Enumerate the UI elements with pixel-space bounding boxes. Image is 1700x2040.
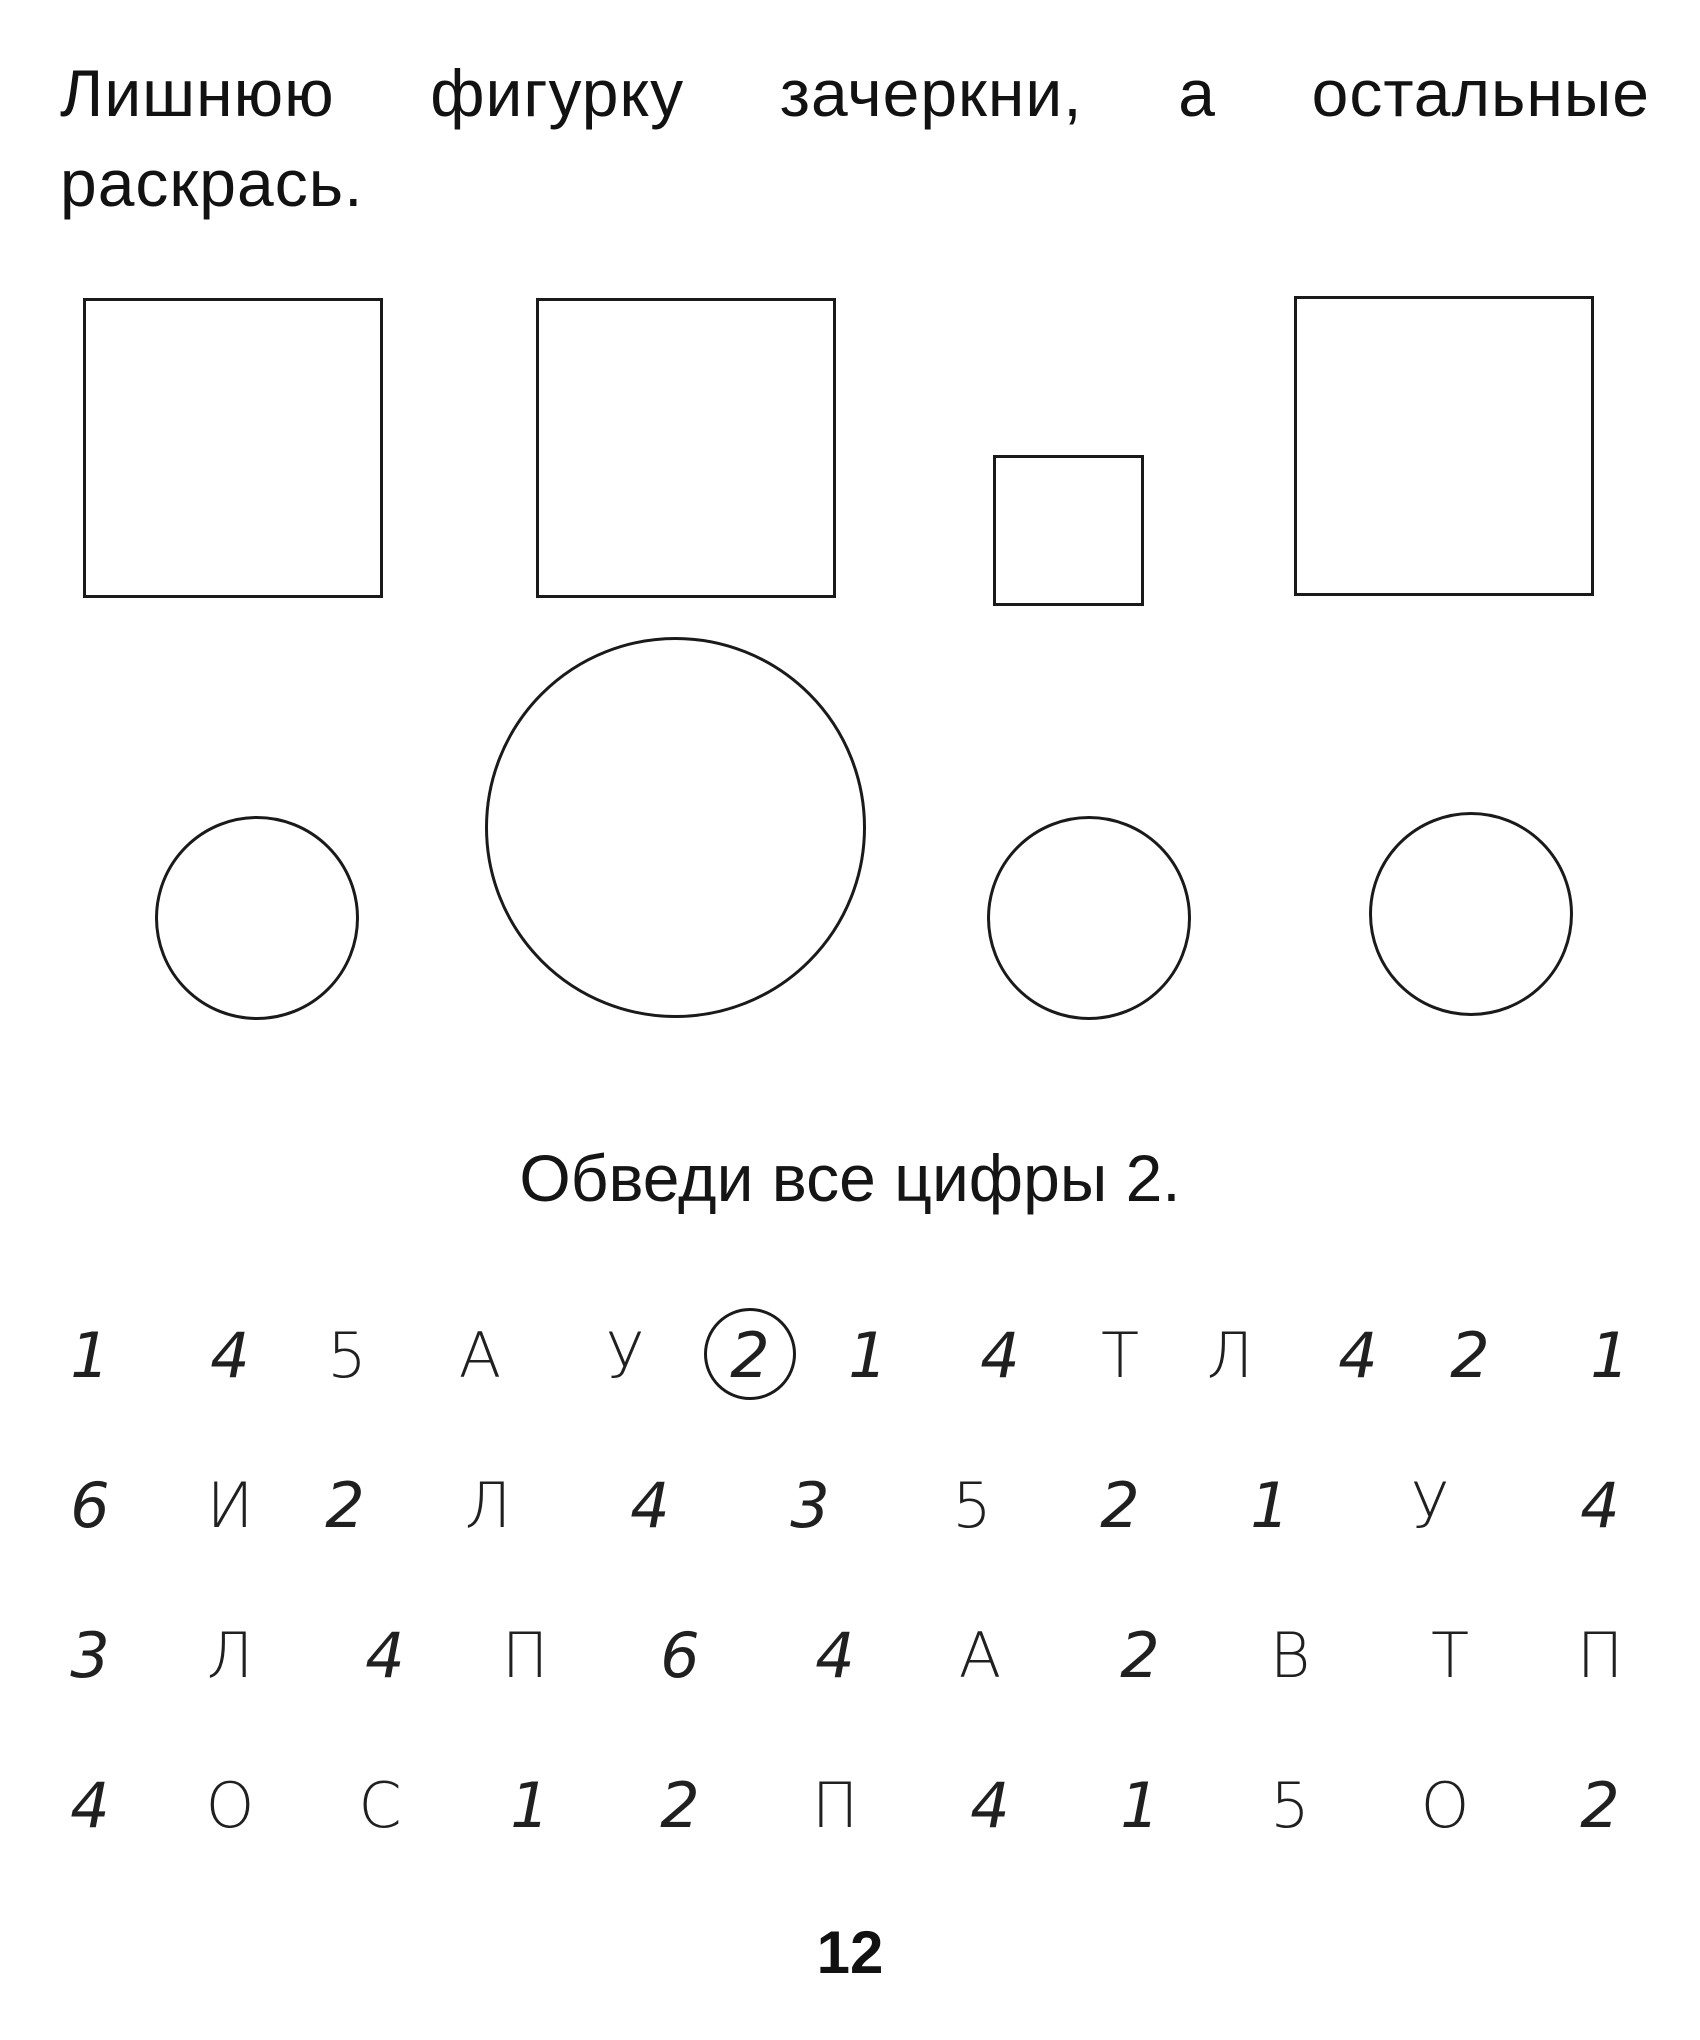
task-1-instruction: Лишнюю фигурку зачеркни, а остальные раскрась. <box>60 56 1650 220</box>
character-cell: П <box>501 1618 549 1692</box>
character-cell: 2 <box>325 1468 365 1542</box>
character-cell: 1 <box>510 1768 550 1842</box>
square-small-odd <box>993 455 1144 606</box>
character-cell: 4 <box>970 1768 1010 1842</box>
character-cell: 1 <box>1250 1468 1290 1542</box>
character-cell: 1 <box>1590 1318 1630 1392</box>
circle-4 <box>1369 812 1573 1016</box>
character-cell: 4 <box>1338 1318 1378 1392</box>
character-cell: 4 <box>70 1768 110 1842</box>
character-cell: В <box>1269 1618 1311 1692</box>
circle-1 <box>155 816 359 1020</box>
character-cell: 2 <box>1450 1318 1490 1392</box>
character-cell: Л <box>206 1618 254 1692</box>
character-cell: П <box>811 1768 859 1842</box>
character-cell: О <box>1420 1768 1470 1842</box>
character-cell: 5 <box>327 1318 367 1392</box>
circle-3 <box>987 816 1191 1020</box>
square-1 <box>83 298 383 598</box>
character-row-2 <box>40 1460 1680 1550</box>
character-cell: У <box>606 1318 644 1392</box>
character-cell: 5 <box>1270 1768 1310 1842</box>
character-cell: 4 <box>815 1618 855 1692</box>
character-cell: 1 <box>70 1318 110 1392</box>
character-cell: 6 <box>70 1468 110 1542</box>
character-row-1 <box>40 1310 1680 1400</box>
character-cell: 2 <box>660 1768 700 1842</box>
page-number: 12 <box>816 1919 884 1986</box>
character-row-4 <box>40 1760 1680 1850</box>
character-cell: 5 <box>952 1468 992 1542</box>
character-grid <box>40 1310 1680 1920</box>
character-cell: 4 <box>630 1468 670 1542</box>
character-cell: Т <box>1431 1618 1469 1692</box>
character-cell: А <box>958 1618 1002 1692</box>
character-cell: 6 <box>660 1618 700 1692</box>
character-cell: 1 <box>1120 1768 1160 1842</box>
character-cell: Л <box>1206 1318 1254 1392</box>
character-cell: 4 <box>1580 1468 1620 1542</box>
circle-large-odd <box>485 637 866 1018</box>
character-cell: 3 <box>790 1468 830 1542</box>
circled-digit-example: 2 <box>700 1310 800 1400</box>
task-2-instruction: Обведи все цифры 2. <box>519 1141 1181 1215</box>
character-cell: 2 <box>1580 1768 1620 1842</box>
character-cell: 4 <box>365 1618 405 1692</box>
square-4 <box>1294 296 1594 596</box>
character-cell: Т <box>1101 1318 1139 1392</box>
square-2 <box>536 298 836 598</box>
character-cell: У <box>1411 1468 1449 1542</box>
character-cell: 4 <box>980 1318 1020 1392</box>
character-cell: 4 <box>210 1318 250 1392</box>
character-cell: 2 <box>1120 1618 1160 1692</box>
character-cell: 1 <box>848 1318 888 1392</box>
character-cell: Л <box>464 1468 512 1542</box>
character-cell: О <box>205 1768 255 1842</box>
character-cell: С <box>358 1768 402 1842</box>
character-cell: 2 <box>1100 1468 1140 1542</box>
character-cell: 3 <box>70 1618 110 1692</box>
character-cell: П <box>1576 1618 1624 1692</box>
character-row-3 <box>40 1610 1680 1700</box>
character-cell: И <box>206 1468 254 1542</box>
character-cell: А <box>458 1318 502 1392</box>
